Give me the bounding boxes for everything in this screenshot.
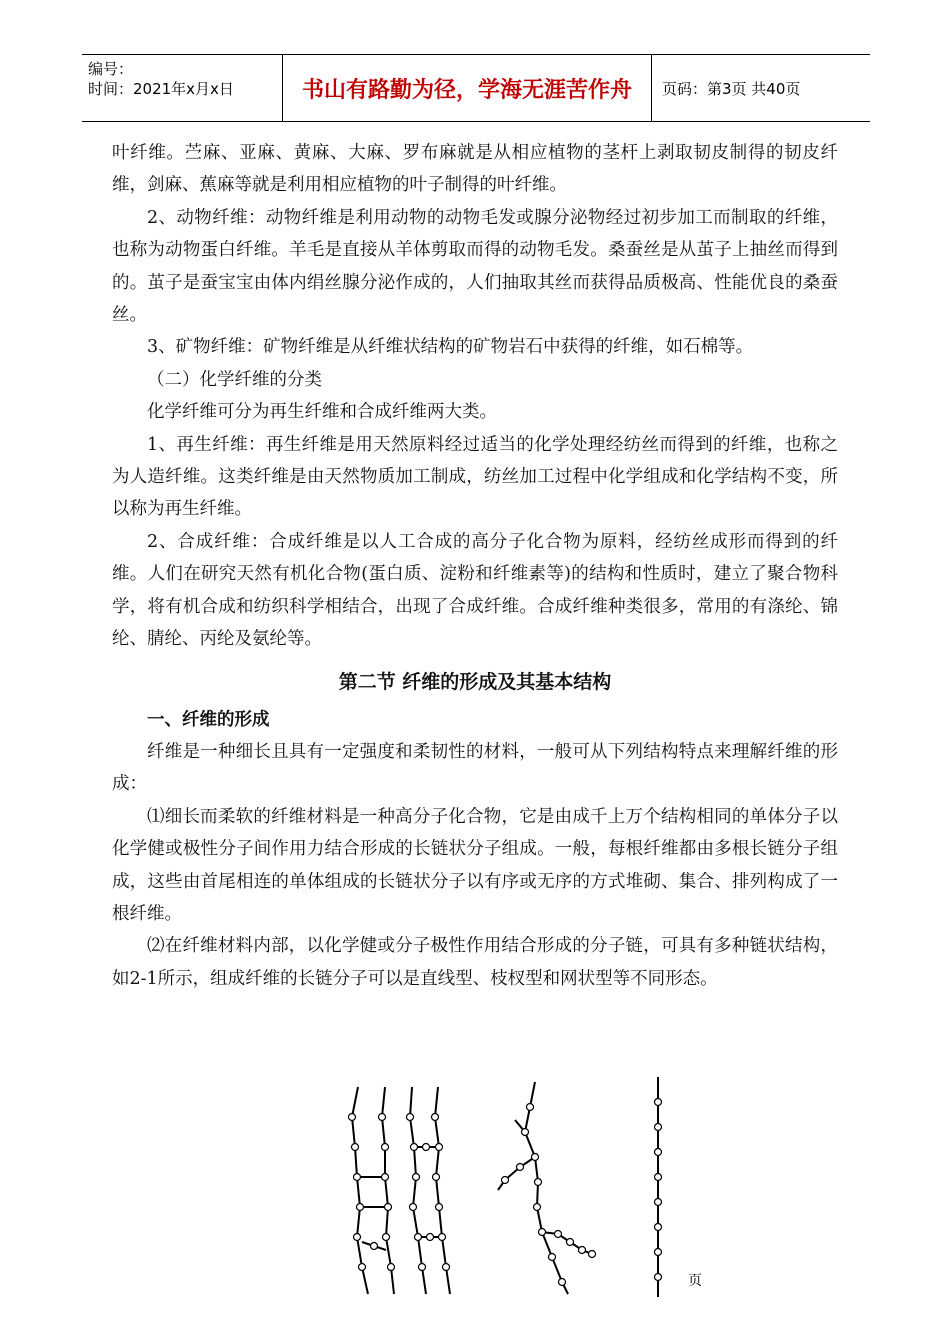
section-subtitle: 一、纤维的形成 [147, 709, 270, 730]
paragraph: 叶纤维。苎麻、亚麻、黄麻、大麻、罗布麻就是从相应植物的茎杆上剥取韧皮制得的韧皮纤维，剑麻、蕉麻等就是利用相应植物的叶子制得的叶纤维。 [112, 143, 838, 196]
header-page-info: 页码：第3页 共40页 [662, 79, 801, 98]
branched-chain-diagram [498, 1082, 592, 1294]
paragraph: 1、再生纤维：再生纤维是用天然原料经过适当的化学处理经纺丝而得到的纤维，也称之为人造纤维。这类纤维是由天然物质加工制成，纺丝加工过程中化学组成和化学结构不变，所以称为再生纤维。 [112, 434, 838, 520]
paragraph: ⑴细长而柔软的纤维材料是一种高分子化合物，它是由成千上万个结构相同的单体分子以化学健或极性分子间作用力结合形成的长链状分子组成。一般，每根纤维都由多根长链分子组成，这些由首尾相连的单体组成的长链状分子以有序或无序的方式堆砌、集合、排列构成了一根纤维。 [112, 806, 838, 924]
paragraph: 2、动物纤维：动物纤维是利用动物的动物毛发或腺分泌物经过初步加工而制取的纤维，也称为动物蛋白纤维。羊毛是直接从羊体剪取而得的动物毛发。桑蚕丝是从茧子上抽丝而得到的。茧子是蚕宝宝由体内绢丝腺分泌作成的，人们抽取其丝而获得品质极高、性能优良的桑蚕丝。 [112, 207, 838, 326]
page-header [82, 54, 870, 122]
paragraph: ⑵在纤维材料内部，以化学健或分子极性作用结合形成的分子链，可具有多种链状结构，如2-1所示，组成纤维的长链分子可以是直线型、枝杈型和网状型等不同形态。 [112, 936, 838, 989]
subsection-heading: （二）化学纤维的分类 [147, 369, 322, 390]
page-footer-mark: 页 [688, 1273, 702, 1289]
chain-structure-figure [330, 1072, 690, 1302]
document-number-label: 编号： [88, 60, 134, 78]
paragraph: 3、矿物纤维：矿物纤维是从纤维状结构的矿物岩石中获得的纤维，如石棉等。 [147, 337, 754, 358]
paragraph: 纤维是一种细长且具有一定强度和柔韧性的材料，一般可从下列结构特点来理解纤维的形成： [112, 741, 838, 795]
section-title: 第二节 纤维的形成及其基本结构 [338, 670, 612, 693]
header-meta [82, 55, 282, 121]
branched-chain-nodes [502, 1104, 596, 1286]
page-footer [688, 1270, 702, 1290]
document-body [112, 137, 838, 995]
document-time-label: 时间：2021年x月x日 [88, 80, 234, 98]
network-chain-nodes [349, 1114, 450, 1271]
header-motto: 书山有路勤为径，学海无涯苦作舟 [282, 55, 652, 121]
paragraph: 2、合成纤维：合成纤维是以人工合成的高分子化合物为原料，经纺丝成形而得到的纤维。人们在研究天然有机化合物(蛋白质、淀粉和纤维素等)的结构和性质时，建立了聚合物科学，将有机合成和纺织科学相结合，出现了合成纤维。合成纤维种类很多，常用的有涤纶、锦纶、腈纶、丙纶及氨纶等。 [112, 531, 838, 650]
paragraph: 化学纤维可分为再生纤维和合成纤维两大类。 [147, 402, 497, 423]
